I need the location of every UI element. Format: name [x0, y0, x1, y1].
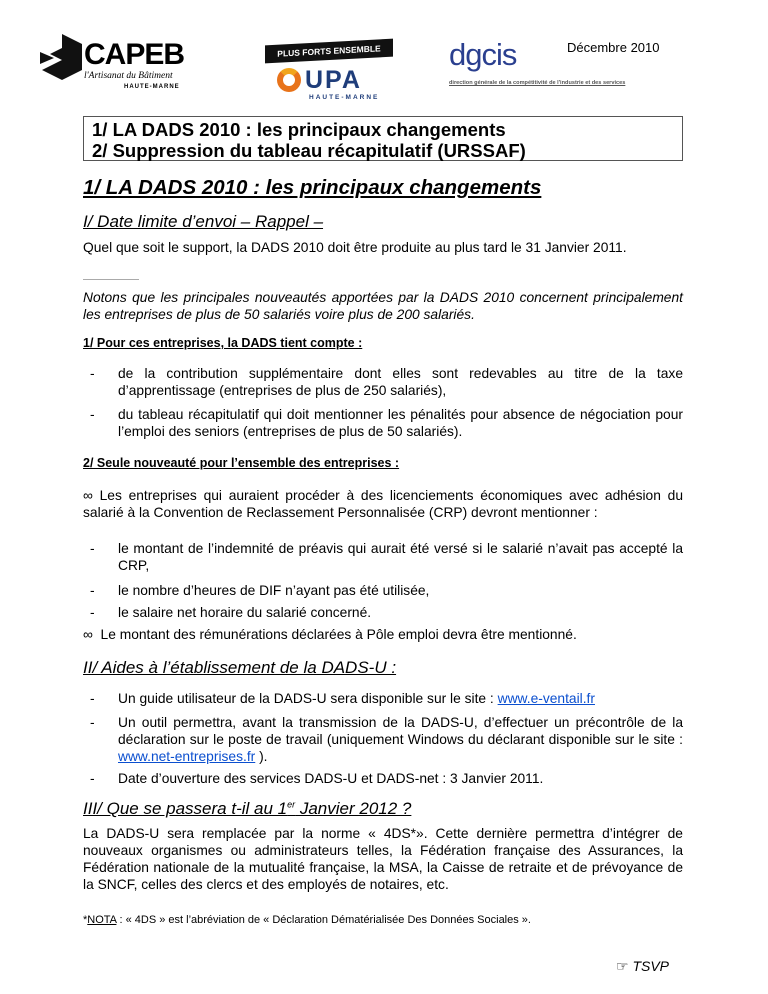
- capeb-logo: [40, 30, 185, 105]
- title-line-1: 1/ LA DADS 2010 : les principaux changements: [92, 119, 506, 140]
- list-item: - le salaire net horaire du salarié concerné.: [90, 605, 372, 620]
- tsvp-label: ☞ TSVP: [616, 958, 670, 974]
- part3-paragraph: La DADS-U sera remplacée par la norme « 4DS*». Cette dernière permettra d’intégrer de nouveaux organismes ou administrateurs telles, la Fédération française des Assurances, la Fédération nationale de la mutualité française, la MSA, la Caisse de retraite et de prévoyance de la SNCF, celles des clercs et des employés de notaires, etc.: [83, 826, 683, 892]
- part1-paragraph: Quel que soit le support, la DADS 2010 doit être produite au plus tard le 31 Janvier 2011.: [83, 240, 627, 255]
- e-ventail-link[interactable]: www.e-ventail.fr: [497, 691, 595, 706]
- list-item: - le nombre d’heures de DIF n’ayant pas été utilisée,: [90, 583, 430, 598]
- part1-note: Notons que les principales nouveautés apportées par la DADS 2010 concernent principalement les entreprises de plus de 50 salariés voire plus de 200 salariés.: [83, 290, 683, 322]
- part2-heading: II/ Aides à l’établissement de la DADS-U :: [83, 658, 397, 677]
- upa-banner: PLUS FORTS ENSEMBLE: [265, 39, 393, 64]
- upa-circle-icon: [277, 68, 301, 92]
- list-item: - Un guide utilisateur de la DADS-U sera disponible sur le site : www.e-ventail.fr: [90, 691, 595, 706]
- infinity-bullet-icon: ∞: [83, 488, 93, 503]
- dgcis-subtitle: direction générale de la compétitivité de l'industrie et des services: [449, 80, 626, 86]
- upa-wordmark: UPA: [305, 66, 362, 94]
- title-box: [83, 116, 683, 161]
- upa-region: HAUTE-MARNE: [309, 94, 380, 101]
- list-item: - de la contribution supplémentaire dont elles sont redevables au titre de la taxe d’apprentissage (entreprises de plus de 250 salariés),: [90, 366, 683, 398]
- title-line-2: 2/ Suppression du tableau récapitulatif (URSSAF): [92, 140, 526, 161]
- hand-pointing-icon: ☞: [616, 958, 629, 974]
- capeb-mark-icon: [40, 34, 82, 80]
- nota-footnote: *NOTA : « 4DS » est l’abréviation de « Déclaration Dématérialisée Des Données Sociales ».: [83, 914, 531, 926]
- dgcis-wordmark: dgcis: [449, 37, 517, 72]
- infinity-bullet-icon: ∞: [83, 627, 93, 642]
- capeb-region: HAUTE-MARNE: [124, 84, 180, 90]
- part3-heading: III/ Que se passera t-il au 1er Janvier 2012 ?: [83, 799, 412, 818]
- list-item: - Un outil permettra, avant la transmission de la DADS-U, d’effectuer un précontrôle de la déclaration sur le poste de travail (uniquement Windows du déclarant disponible sur le site : www.net-entreprises.fr ).: [90, 715, 683, 764]
- list-item: - Date d’ouverture des services DADS-U et DADS-net : 3 Janvier 2011.: [90, 771, 544, 786]
- bullet-paragraph: ∞ Le montant des rémunérations déclarées à Pôle emploi devra être mentionné.: [83, 627, 577, 642]
- bullet-paragraph: ∞ Les entreprises qui auraient procéder à des licenciements économiques avec adhésion du salarié à la Convention de Reclassement Personnalisée (CRP) devront mentionner :: [83, 488, 683, 520]
- upa-logo: [265, 38, 395, 108]
- document-date: Décembre 2010: [567, 40, 660, 55]
- net-entreprises-link[interactable]: www.net-entreprises.fr: [118, 749, 256, 764]
- capeb-wordmark: CAPEB: [84, 38, 185, 71]
- section-heading: 1/ LA DADS 2010 : les principaux changements: [83, 176, 542, 199]
- sub2-heading: 2/ Seule nouveauté pour l’ensemble des entreprises :: [83, 456, 400, 470]
- separator-rule: [83, 279, 139, 280]
- sub1-heading: 1/ Pour ces entreprises, la DADS tient compte :: [83, 336, 363, 350]
- part1-heading: I/ Date limite d’envoi – Rappel –: [83, 212, 324, 231]
- list-item: - le montant de l’indemnité de préavis qui aurait été versé si le salarié n’avait pas accepté la CRP,: [90, 541, 683, 573]
- capeb-tagline: l'Artisanat du Bâtiment: [84, 71, 173, 81]
- list-item: - du tableau récapitulatif qui doit mentionner les pénalités pour absence de négociation pour l’emploi des seniors (entreprises de plus de 50 salariés).: [90, 407, 683, 439]
